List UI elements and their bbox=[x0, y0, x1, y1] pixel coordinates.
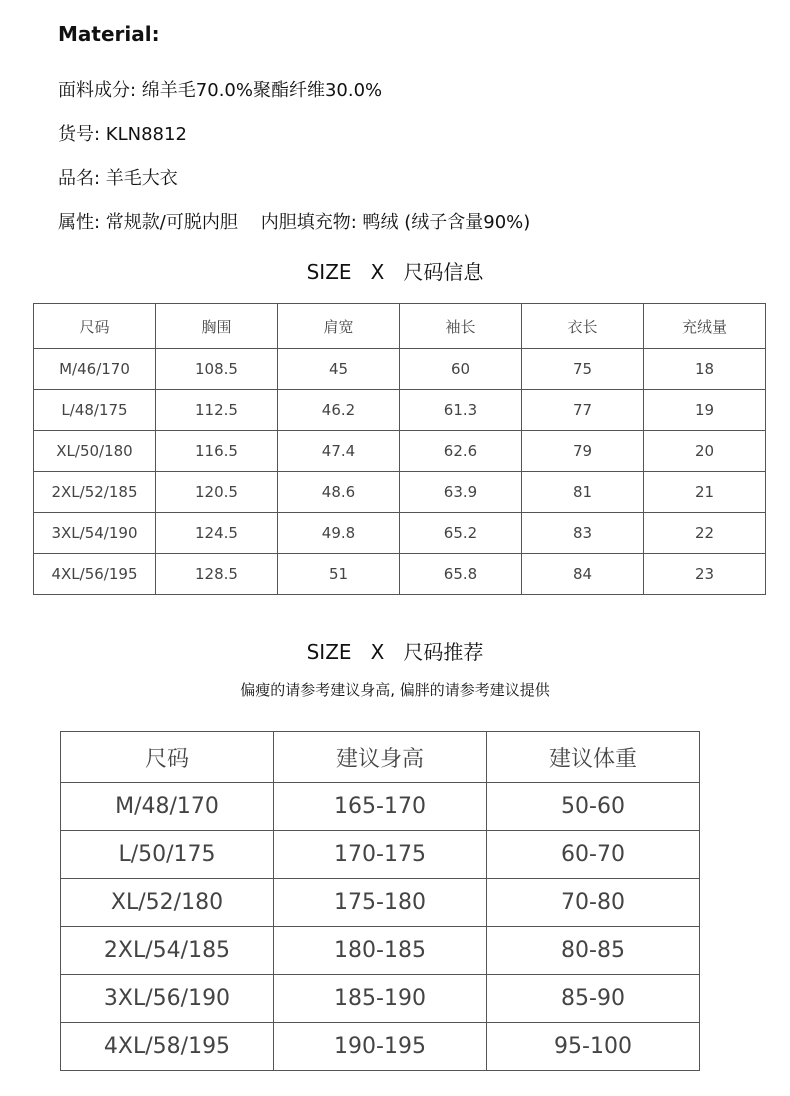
table-row bbox=[61, 831, 700, 879]
header-cell: 胸围 bbox=[156, 304, 278, 349]
table-cell: 48.6 bbox=[278, 472, 400, 513]
size-recommend-title: SIZE X 尺码推荐 bbox=[306, 640, 484, 664]
table-cell: 80-85 bbox=[487, 927, 700, 975]
table-cell: 83 bbox=[522, 513, 644, 554]
table-cell: 81 bbox=[522, 472, 644, 513]
table-cell: 19 bbox=[644, 390, 766, 431]
table-cell: 4XL/56/195 bbox=[34, 554, 156, 595]
table-cell: 3XL/54/190 bbox=[34, 513, 156, 554]
header-cell: 衣长 bbox=[522, 304, 644, 349]
table-cell: 124.5 bbox=[156, 513, 278, 554]
table-cell: 62.6 bbox=[400, 431, 522, 472]
table-cell: 75 bbox=[522, 349, 644, 390]
table-cell: 190-195 bbox=[274, 1023, 487, 1071]
table-row bbox=[34, 390, 766, 431]
table-cell: 185-190 bbox=[274, 975, 487, 1023]
size-info-title: SIZE X 尺码信息 bbox=[306, 260, 484, 284]
header-cell: 充绒量 bbox=[644, 304, 766, 349]
table-cell: 50-60 bbox=[487, 783, 700, 831]
table-row bbox=[34, 513, 766, 554]
material-heading: Material: bbox=[58, 22, 160, 46]
table-cell: XL/52/180 bbox=[61, 879, 274, 927]
table-cell: 65.8 bbox=[400, 554, 522, 595]
table-cell: 116.5 bbox=[156, 431, 278, 472]
table-cell: 20 bbox=[644, 431, 766, 472]
table-cell: 3XL/56/190 bbox=[61, 975, 274, 1023]
table-cell: 128.5 bbox=[156, 554, 278, 595]
item-number: 货号: KLN8812 bbox=[58, 124, 187, 145]
header-cell: 袖长 bbox=[400, 304, 522, 349]
header-cell: 建议体重 bbox=[487, 732, 700, 783]
table-row bbox=[61, 1023, 700, 1071]
table-cell: XL/50/180 bbox=[34, 431, 156, 472]
table-cell: 21 bbox=[644, 472, 766, 513]
table-cell: M/48/170 bbox=[61, 783, 274, 831]
table-row bbox=[34, 554, 766, 595]
fabric-composition: 面料成分: 绵羊毛70.0%聚酯纤维30.0% bbox=[58, 80, 383, 101]
table-header-row bbox=[34, 304, 766, 349]
table-cell: 65.2 bbox=[400, 513, 522, 554]
size-recommend-table bbox=[60, 731, 700, 1071]
size-recommend-subtitle: 偏瘦的请参考建议身高, 偏胖的请参考建议提供 bbox=[240, 681, 550, 699]
table-cell: 77 bbox=[522, 390, 644, 431]
table-cell: 60-70 bbox=[487, 831, 700, 879]
table-header-row bbox=[61, 732, 700, 783]
table-cell: 79 bbox=[522, 431, 644, 472]
table-row bbox=[61, 975, 700, 1023]
table-cell: 63.9 bbox=[400, 472, 522, 513]
table-cell: 2XL/52/185 bbox=[34, 472, 156, 513]
table-cell: 22 bbox=[644, 513, 766, 554]
table-cell: 108.5 bbox=[156, 349, 278, 390]
table-cell: 45 bbox=[278, 349, 400, 390]
table-cell: 180-185 bbox=[274, 927, 487, 975]
table-cell: 60 bbox=[400, 349, 522, 390]
table-cell: 2XL/54/185 bbox=[61, 927, 274, 975]
table-row bbox=[61, 927, 700, 975]
table-cell: 51 bbox=[278, 554, 400, 595]
table-cell: 95-100 bbox=[487, 1023, 700, 1071]
table-row bbox=[34, 472, 766, 513]
table-cell: 170-175 bbox=[274, 831, 487, 879]
size-info-table bbox=[33, 303, 766, 595]
product-attributes: 属性: 常规款/可脱内胆 内胆填充物: 鸭绒 (绒子含量90%) bbox=[58, 212, 531, 233]
table-cell: 112.5 bbox=[156, 390, 278, 431]
table-cell: 4XL/58/195 bbox=[61, 1023, 274, 1071]
table-cell: 165-170 bbox=[274, 783, 487, 831]
table-cell: 175-180 bbox=[274, 879, 487, 927]
table-cell: 120.5 bbox=[156, 472, 278, 513]
table-cell: 85-90 bbox=[487, 975, 700, 1023]
table-cell: 49.8 bbox=[278, 513, 400, 554]
table-cell: L/48/175 bbox=[34, 390, 156, 431]
table-cell: 61.3 bbox=[400, 390, 522, 431]
table-cell: L/50/175 bbox=[61, 831, 274, 879]
header-cell: 尺码 bbox=[61, 732, 274, 783]
table-cell: 70-80 bbox=[487, 879, 700, 927]
product-name: 品名: 羊毛大衣 bbox=[58, 168, 178, 189]
header-cell: 尺码 bbox=[34, 304, 156, 349]
table-cell: 46.2 bbox=[278, 390, 400, 431]
table-cell: 47.4 bbox=[278, 431, 400, 472]
table-cell: M/46/170 bbox=[34, 349, 156, 390]
table-row bbox=[61, 879, 700, 927]
table-row bbox=[34, 431, 766, 472]
header-cell: 建议身高 bbox=[274, 732, 487, 783]
table-cell: 84 bbox=[522, 554, 644, 595]
table-cell: 18 bbox=[644, 349, 766, 390]
table-row bbox=[61, 783, 700, 831]
table-cell: 23 bbox=[644, 554, 766, 595]
header-cell: 肩宽 bbox=[278, 304, 400, 349]
table-row bbox=[34, 349, 766, 390]
